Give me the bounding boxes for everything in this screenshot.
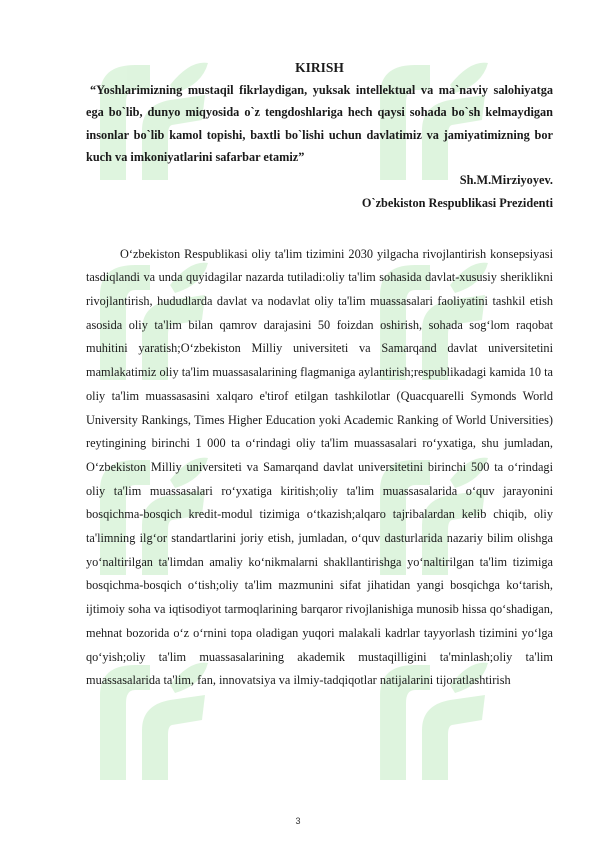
epigraph-author-position: O`zbekiston Respublikasi Prezidenti [361,195,553,210]
body-paragraph: O‘zbekiston Respublikasi oliy ta'lim tizimini 2030 yilgacha rivojlantirish konsepsiyasi tasdiqlandi va unda quyidagilar nazarda tutiladi:oliy ta'lim sohasida davlat-xususiy sheriklikni rivojlantirish, hududlarda davlat va nodavlat oliy ta'lim muassasalari faoliyatini tashkil etish asosida oliy ta'lim bilan qamrov darajasini 50 foizdan oshirish, sohada sog‘lom raqobat muhitini yaratish;O‘zbekiston Milliy universiteti va Samarqand davlat universitetini mamlakatimiz oliy ta'lim muassasalarining flagmaniga aylantirish;respublikadagi kamida 10 ta oliy ta'lim muassasasini xalqaro e'tirof etilgan tashkilotlar (Quacquarelli Symonds World University Rankings, Times Higher Education yoki Academic Ranking of World Universities) reytingining birinchi 1 000 ta o‘rindagi oliy ta'lim muassasalari ro‘yxatiga, shu jumladan, O‘zbekiston Milliy universiteti va Samarqand davlat universitetini birinchi 500 ta o‘rindagi oliy ta'lim muassasalari ro‘yxatiga kiritish;oliy ta'lim muassasalarida o‘quv jarayonini bosqichma-bosqich kredit-modul tizimiga o‘tkazish;alqaro tajribalardan kelib chiqib, oliy ta'limning ilg‘or standartlarini joriy etish, jumladan, o‘quv dasturlarida nazariy bilim olishga yo‘naltirilgan ta'limdan amaliy ko‘nikmalarni shakllantirishga yo‘naltirilgan ta'lim tizimiga bosqichma-bosqich o‘tish;oliy ta'lim mazmunini sifat jihatidan yangi bosqichga ko‘tarish, ijtimoiy soha va iqtisodiyot tarmoqlarining barqaror rivojlanishiga munosib hissa qo‘shadigan, mehnat bozorida o‘z o‘rnini topa oladigan yuqori malakali kadrlar tayyorlash tizimini yo‘lga qo‘yish;oliy ta'lim muassasalarining akademik mustaqilligini ta'minlash;oliy ta'lim muassasalarida ta'lim, fan, innovatsiya va ilmiy-tadqiqotlar natijalarini tijoratlashtirish [86,246,553,688]
epigraph-quote: “Yoshlarimizning mustaqil fikrlaydigan, yuksak intellektual va ma`naviy salohiyatga ega bo`lib, dunyo miqyosida o`z tengdoshlariga hech qaysi sohada bo`sh kelmaydigan insonlar bo`lib kamol topishi, baxtli bo`lishi uchun davlatimiz va jamiyatimizning bor kuch va imkoniyatlarini safarbar etamiz” [86,83,553,165]
document-content [86,60,553,693]
section-title: KIRISH [295,60,344,75]
page-number: 3 [295,816,301,826]
epigraph-author: Sh.M.Mirziyoyev. [459,172,553,187]
